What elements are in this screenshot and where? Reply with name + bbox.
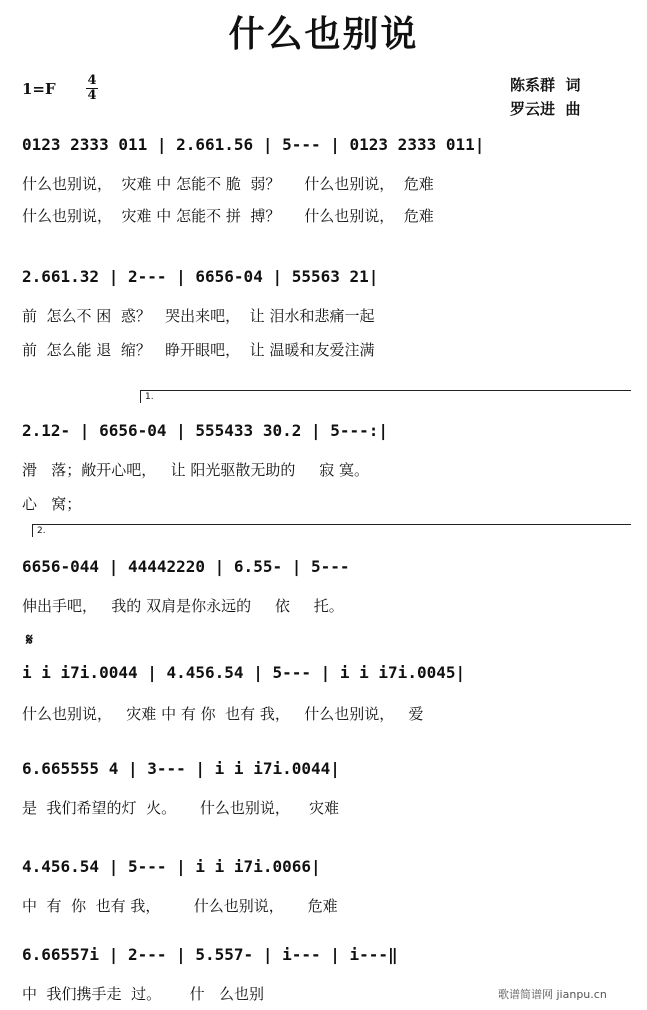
lyric-line-1b: 什么也别说， 灾难 中 怎能不 拼 搏？ 什么也别说， 危难	[22, 207, 434, 225]
notation-line-3: 2.12- | 6656-04 | 555433 30.2 | 5---:|	[22, 421, 389, 440]
notation-line-6: 6.665555 4 | 3--- | i i i7i.0044|	[22, 759, 340, 778]
lyric-line-4: 伸出手吧， 我的 双肩是你永远的 依 托。	[22, 597, 344, 615]
notation-line-4: 6656-044 | 44442220 | 6.55- | 5---	[22, 557, 350, 576]
notation-line-8: 6.66557i | 2--- | 5.557- | i--- | i---‖	[22, 945, 398, 964]
notation-line-7: 4.456.54 | 5--- | i i i7i.0066|	[22, 857, 321, 876]
lyric-line-5: 什么也别说， 灾难 中 有 你 也有 我， 什么也别说， 爱	[22, 705, 424, 723]
lyric-line-3b: 心 窝；	[22, 495, 82, 513]
composer-credit: 罗云进 曲	[510, 100, 581, 118]
time-signature-top: 4	[87, 73, 97, 88]
time-signature-bottom: 4	[87, 88, 97, 103]
notation-line-2: 2.661.32 | 2--- | 6656-04 | 55563 21|	[22, 267, 379, 286]
lyric-line-8: 中 我们携手走 过。 什 么也别	[22, 985, 264, 1003]
site-watermark: 歌谱简谱网 jianpu.cn	[498, 988, 607, 1001]
lyric-line-2b: 前 怎么能 退 缩？ 睁开眼吧， 让 温暖和友爱注满	[22, 341, 375, 359]
time-signature	[86, 74, 98, 103]
lyric-line-1a: 什么也别说， 灾难 中 怎能不 脆 弱？ 什么也别说， 危难	[22, 175, 434, 193]
lyric-line-3a: 滑 落；敞开心吧， 让 阳光驱散无助的 寂 寞。	[22, 461, 369, 479]
lyric-line-6: 是 我们希望的灯 火。 什么也别说， 灾难	[22, 799, 339, 817]
lyric-line-2a: 前 怎么不 困 惑？ 哭出来吧， 让 泪水和悲痛一起	[22, 307, 375, 325]
segno-sign: 𝄋	[26, 630, 33, 649]
key-signature: 1=F	[22, 80, 56, 98]
volta-first-ending: 1.	[140, 390, 631, 403]
notation-line-5: i i i7i.0044 | 4.456.54 | 5--- | i i i7i.0045|	[22, 663, 466, 682]
lyric-line-7: 中 有 你 也有 我， 什么也别说， 危难	[22, 897, 338, 915]
volta-second-ending: 2.	[32, 524, 631, 537]
song-title: 什么也别说	[228, 14, 419, 55]
notation-line-1: 0123 2333 011 | 2.661.56 | 5--- | 0123 2333 011|	[22, 135, 485, 154]
lyricist-credit: 陈系群 词	[510, 76, 581, 94]
